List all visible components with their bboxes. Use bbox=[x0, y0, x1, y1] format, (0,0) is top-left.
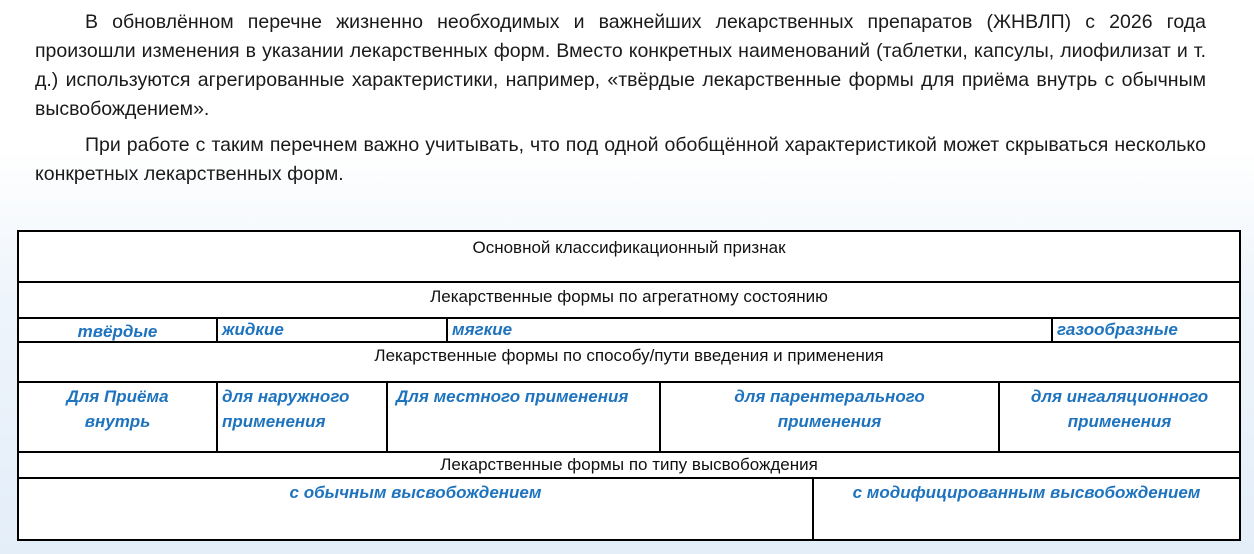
route-oral bbox=[19, 383, 216, 451]
state-liquid bbox=[216, 319, 446, 341]
release-regular-label: с обычным высвобождением bbox=[289, 483, 542, 502]
route-local-label: Для местного применения bbox=[396, 387, 629, 406]
release-header: Лекарственные формы по типу высвобождения bbox=[440, 455, 818, 474]
route-parenteral-label: для парентерального применения bbox=[734, 387, 925, 431]
release-modified-label: с модифицированным высвобождением bbox=[852, 483, 1201, 502]
state-gas bbox=[1051, 319, 1239, 341]
release-modified bbox=[812, 479, 1239, 539]
release-items-row bbox=[19, 477, 1239, 539]
state-items-row bbox=[19, 317, 1239, 341]
release-header-row bbox=[19, 451, 1239, 477]
route-items-row bbox=[19, 381, 1239, 451]
state-header-row bbox=[19, 281, 1239, 317]
state-soft-label: мягкие bbox=[452, 320, 513, 339]
release-regular bbox=[19, 479, 812, 539]
route-oral-label: Для Приёма внутрь bbox=[66, 387, 169, 431]
state-solid bbox=[19, 319, 216, 341]
intro-text bbox=[35, 8, 1206, 189]
route-inhalation-label: для ингаляционного применения bbox=[1030, 387, 1209, 431]
route-external bbox=[216, 383, 386, 451]
main-header: Основной классификационный признак bbox=[472, 238, 786, 257]
route-external-label: для наружного применения bbox=[222, 387, 350, 431]
intro-paragraph-1: В обновлённом перечне жизненно необходимых и важнейших лекарственных препаратов (ЖНВЛП) с 2026 года произошли изменения в указании лекарственных форм. Вместо конкретных наименований (таблетки, капсулы, лиофилизат и т. д.) используются агрегированные характеристики, например, «твёрдые лекарственные формы для приёма внутрь с обычным высвобождением». bbox=[35, 11, 1206, 120]
intro-paragraph-2: При работе с таким перечнем важно учитывать, что под одной обобщённой характеристикой может скрываться несколько конкретных лекарственных форм. bbox=[35, 134, 1206, 185]
state-solid-label: твёрдые bbox=[77, 322, 158, 341]
main-header-row bbox=[19, 232, 1239, 281]
route-parenteral bbox=[659, 383, 998, 451]
route-local bbox=[386, 383, 659, 451]
state-gas-label: газообразные bbox=[1057, 320, 1178, 339]
state-header: Лекарственные формы по агрегатному состоянию bbox=[430, 287, 828, 306]
route-inhalation bbox=[998, 383, 1239, 451]
state-liquid-label: жидкие bbox=[222, 320, 284, 339]
route-header-row bbox=[19, 341, 1239, 381]
state-soft bbox=[446, 319, 1051, 341]
route-header: Лекарственные формы по способу/пути введения и применения bbox=[374, 346, 884, 365]
classification-table bbox=[17, 230, 1241, 541]
